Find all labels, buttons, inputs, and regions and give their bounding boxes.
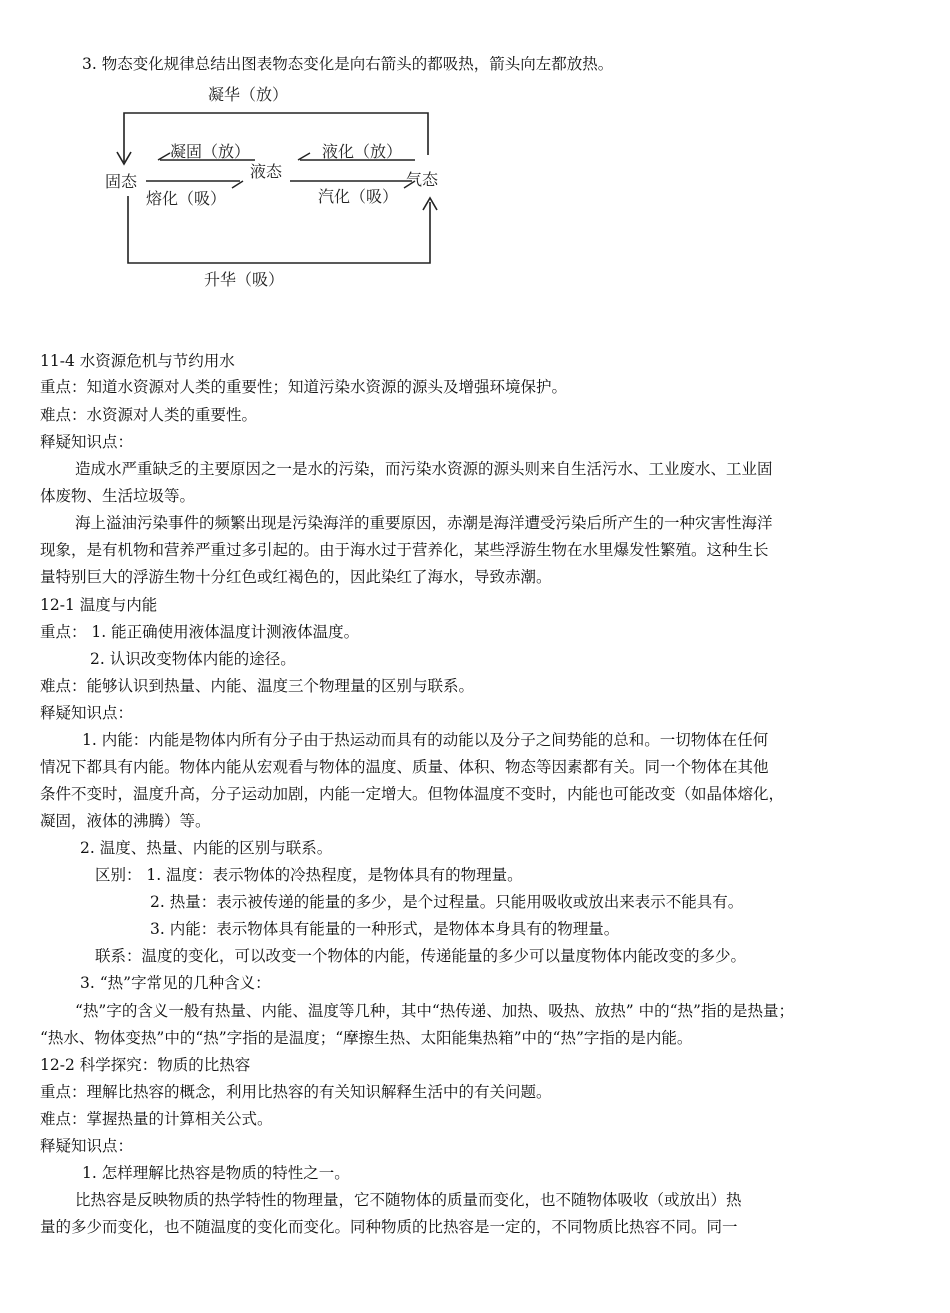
subheading: 释疑知识点： [40, 704, 134, 722]
paragraph-line: 1. 怎样理解比热容是物质的特性之一。 [82, 1164, 350, 1182]
paragraph-line: 造成水严重缺乏的主要原因之一是水的污染，而污染水资源的源头则来自生活污水、工业废水、工业固 [75, 460, 773, 478]
freeze-arrowhead [158, 153, 170, 160]
key-point: 重点： 1. 能正确使用液体温度计测液体温度。 [40, 623, 360, 641]
condense-arrowhead [298, 153, 310, 160]
key-point: 重点：理解比热容的概念，利用比热容的有关知识解释生活中的有关问题。 [40, 1083, 552, 1101]
intro-line: 3. 物态变化规律总结出图表物态变化是向右箭头的都吸热，箭头向左都放热。 [82, 55, 614, 73]
paragraph-line: 3. 内能：表示物体具有能量的一种形式，是物体本身具有的物理量。 [150, 920, 620, 938]
paragraph-line: 海上溢油污染事件的频繁出现是污染海洋的重要原因，赤潮是海洋遭受污染后所产生的一种灾害性海洋 [75, 514, 773, 532]
paragraph-line: 量的多少而变化，也不随温度的变化而变化。同种物质的比热容是一定的，不同物质比热容不同。同一 [40, 1218, 738, 1236]
melt-label: 熔化（吸） [146, 189, 227, 208]
gas-label: 气态 [406, 170, 439, 189]
subheading: 释疑知识点： [40, 1137, 134, 1155]
section-heading: 12-1 温度与内能 [40, 596, 158, 614]
deposition-label: 凝华（放） [208, 85, 289, 104]
paragraph-line: 条件不变时，温度升高，分子运动加剧，内能一定增大。但物体温度不变时，内能也可能改变（如晶体熔化， [40, 785, 785, 803]
sublimation-label: 升华（吸） [204, 270, 285, 289]
difficulty: 难点：能够认识到热量、内能、温度三个物理量的区别与联系。 [40, 677, 475, 695]
condense-label: 液化（放） [322, 142, 403, 161]
solid-label: 固态 [105, 172, 138, 191]
subheading: 释疑知识点： [40, 433, 134, 451]
paragraph-line: 情况下都具有内能。物体内能从宏观看与物体的温度、质量、体积、物态等因素都有关。同一个物体在其他 [40, 758, 769, 776]
freeze-label: 凝固（放） [170, 142, 251, 161]
section-heading: 12-2 科学探究：物质的比热容 [40, 1056, 251, 1074]
difficulty: 难点：掌握热量的计算相关公式。 [40, 1110, 273, 1128]
key-point: 2. 认识改变物体内能的途径。 [90, 650, 296, 668]
paragraph-line: 2. 温度、热量、内能的区别与联系。 [80, 839, 333, 857]
paragraph-line: 比热容是反映物质的热学特性的物理量，它不随物体的质量而变化，也不随物体吸收（或放出）热 [75, 1191, 742, 1209]
vaporize-label: 汽化（吸） [318, 187, 399, 206]
paragraph-line: 量特别巨大的浮游生物十分红色或红褐色的，因此染红了海水，导致赤潮。 [40, 568, 552, 586]
paragraph-line: “热”字的含义一般有热量、内能、温度等几种，其中“热传递、加热、吸热、放热” 中的“热”指的是热量； [75, 1002, 794, 1020]
paragraph-line: 联系：温度的变化，可以改变一个物体的内能，传递能量的多少可以量度物体内能改变的多少。 [95, 947, 747, 965]
paragraph-line: 体废物、生活垃圾等。 [40, 487, 196, 505]
difficulty: 难点：水资源对人类的重要性。 [40, 406, 258, 424]
key-point: 重点：知道水资源对人类的重要性；知道污染水资源的源头及增强环境保护。 [40, 378, 568, 396]
paragraph-line: 凝固，液体的沸腾）等。 [40, 812, 211, 830]
paragraph-line: 现象，是有机物和营养严重过多引起的。由于海水过于营养化，某些浮游生物在水里爆发性繁殖。这种生长 [40, 541, 769, 559]
paragraph-line: 区别： 1. 温度：表示物体的冷热程度，是物体具有的物理量。 [95, 866, 523, 884]
paragraph-line: 3. “热”字常见的几种含义： [80, 974, 271, 992]
paragraph-line: “热水、物体变热”中的“热”字指的是温度；“摩擦生热、太阳能集热箱”中的“热”字指的是内能。 [40, 1029, 693, 1047]
liquid-label: 液态 [250, 162, 283, 181]
paragraph-line: 2. 热量：表示被传递的能量的多少，是个过程量。只能用吸收或放出来表示不能具有。 [150, 893, 744, 911]
section-heading: 11-4 水资源危机与节约用水 [40, 352, 235, 370]
paragraph-line: 1. 内能：内能是物体内所有分子由于热运动而具有的动能以及分子之间势能的总和。一切物体在任何 [82, 731, 769, 749]
state-change-diagram [100, 80, 460, 295]
melt-arrowhead [232, 181, 243, 188]
